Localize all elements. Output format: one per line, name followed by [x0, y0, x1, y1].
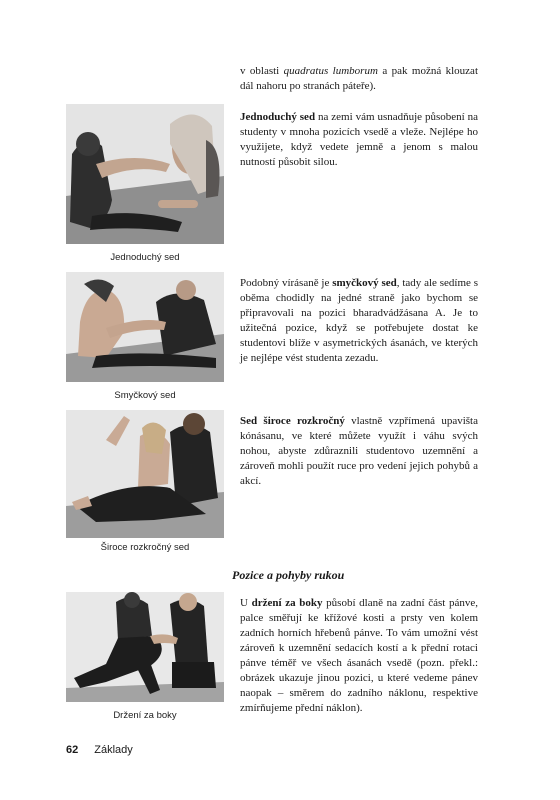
paragraph-wide-seat: Sed široce rozkročný vlastně vzpřímená upavišta kónásanu, ve které můžete využít i váhu svých nohou, abyste zdůraznili studentovo uzemnění a zároveň mohli použít ruce pro vedení jejich pohybů a akcí. [240, 415, 478, 487]
caption-hip-hold: Držení za boky [113, 710, 177, 721]
paragraph-loop-seat: Podobný vírásaně je smyčkový sed, tady ale sedíme s oběma chodidly na jedné straně jako bychom se připravovali na pozici bharadvádžásana A. Je to užitečná pozice, když se potřebujete dostat ke studentovi blíže v asymetrických ásanách, ve kterých je nejlépe vést studenta zezadu. [240, 277, 479, 364]
paragraph-intro: v oblasti quadratus lumborum a pak možná klouzat dál nahoru po stranách páteře). [240, 65, 478, 92]
chapter-title: Základy [94, 744, 133, 756]
page-footer [66, 744, 133, 756]
photo-wide-seat [66, 410, 224, 538]
paragraph-hip-hold: U držení za boky působí dlaně na zadní část pánve, palce směřují ke křížové kosti a prsty ven kolem zadních horních hřebenů pánve. To vám umožní vést zároveň k uzemnění sedacích kostí a k přední rotaci pánve téměř ve všech ásanách vsedě (pozn. překl.: obrázek ukazuje jinou pozici, u které vedeme pánev naopak – směrem do zadního náklonu, respektive zmírňujeme přední náklon). [240, 597, 478, 714]
section-title: Pozice a pohyby rukou [232, 568, 345, 582]
caption-simple-seat: Jednoduchý sed [110, 252, 180, 263]
photo-hip-hold [66, 592, 224, 702]
page-number: 62 [66, 744, 79, 756]
caption-loop-seat: Smyčkový sed [114, 390, 176, 401]
photo-simple-seat [66, 104, 224, 244]
photo-loop-seat [66, 272, 224, 382]
paragraph-simple-seat: Jednoduchý sed na zemi vám usnadňuje působení na studenty v mnoha pozicích vsedě a vleže. Nejlépe ho využijete, když vedete jemně a jenom s malou nutností působit silou. [240, 111, 478, 168]
caption-wide-seat: Široce rozkročný sed [100, 542, 190, 553]
